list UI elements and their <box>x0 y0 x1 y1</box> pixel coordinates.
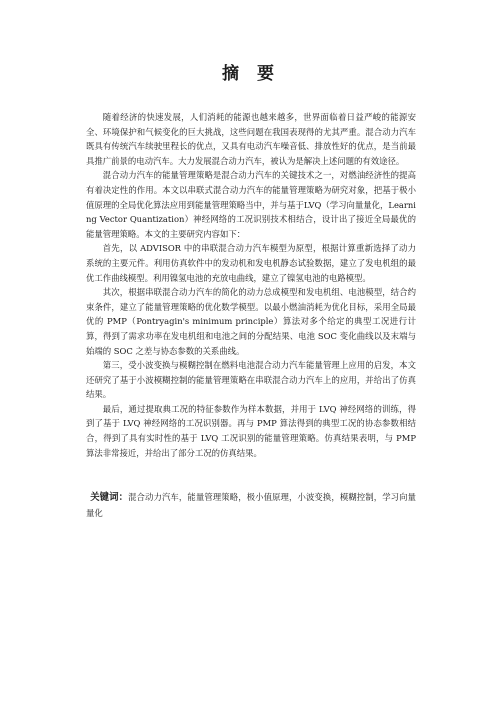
abstract-paragraph-4: 其次，根据串联混合动力汽车的简化的动力总成模型和发电机组、电池模型，结合约束条件，建立了能量管理策略的优化数学模型。以最小燃油消耗为优化目标，采用全局最优的 PMP（Pontryagin's minimum principle）算法对多个给定的典型工况进行计算，得到了需求功率在发电机组和电池之间的分配结果、电池 SOC 变化曲线以及末端与始端的 SOC 之差与协态参数的关系曲线。 <box>86 287 416 356</box>
abstract-paragraph-3: 首先，以 ADVISOR 中的串联混合动力汽车模型为原型，根据计算重新选择了动力系统的主要元件。利用仿真软件中的发动机和发电机静态试验数据，建立了发电机组的最优工作曲线模型。利用镍氢电池的充放电曲线，建立了镍氢电池的电路模型。 <box>86 243 416 283</box>
keywords-text: 混合动力汽车，能量管理策略，极小值原理，小波变换，模糊控制，学习向量量化 <box>86 492 416 518</box>
abstract-paragraph-6: 最后，通过提取典工况的特征参数作为样本数据，并用于 LVQ 神经网络的训练，得到了基于 LVQ 神经网络的工况识别器。再与 PMP 算法得到的典型工况的协态参数相结合，得到了具有实时性的基于 LVQ 工况识别的能量管理策略。仿真结果表明，与 PMP 算法非常接近，并给出了部分工况的仿真结果。 <box>86 403 416 458</box>
page-title: 摘 要 <box>222 64 280 84</box>
abstract-paragraph-5: 第三，受小波变换与模糊控制在燃料电池混合动力汽车能量管理上应用的启发，本文还研究了基于小波模糊控制的能量管理策略在串联混合动力汽车上的应用，并给出了仿真结果。 <box>86 360 416 400</box>
abstract-page <box>86 64 416 520</box>
keywords-label: 关键词： <box>90 492 129 504</box>
abstract-paragraph-2: 混合动力汽车的能量管理策略是混合动力汽车的关键技术之一，对燃油经济性的提高有着决定性的作用。本文以串联式混合动力汽车的能量管理策略为研究对象，把基于极小值原理的全局优化算法应用到能量管理策略当中，并与基于LVQ（学习向量量化，Learning Vector Quantization）神经网络的工况识别技术相结合，设计出了接近全局最优的能量管理策略。本文的主要研究内容如下： <box>86 170 416 239</box>
abstract-paragraph-1: 随着经济的快速发展，人们消耗的能源也越来越多，世界面临着日益严峻的能源安全、环境保护和气候变化的巨大挑战，这些问题在我国表现得的尤其严重。混合动力汽车既具有传统汽车续驶里程长的优点，又具有电动汽车噪音低、排放性好的优点，是当前最具推广前景的电动汽车。大力发展混合动力汽车，被认为是解决上述问题的有效途径。 <box>86 112 416 166</box>
keywords-line <box>86 490 416 520</box>
